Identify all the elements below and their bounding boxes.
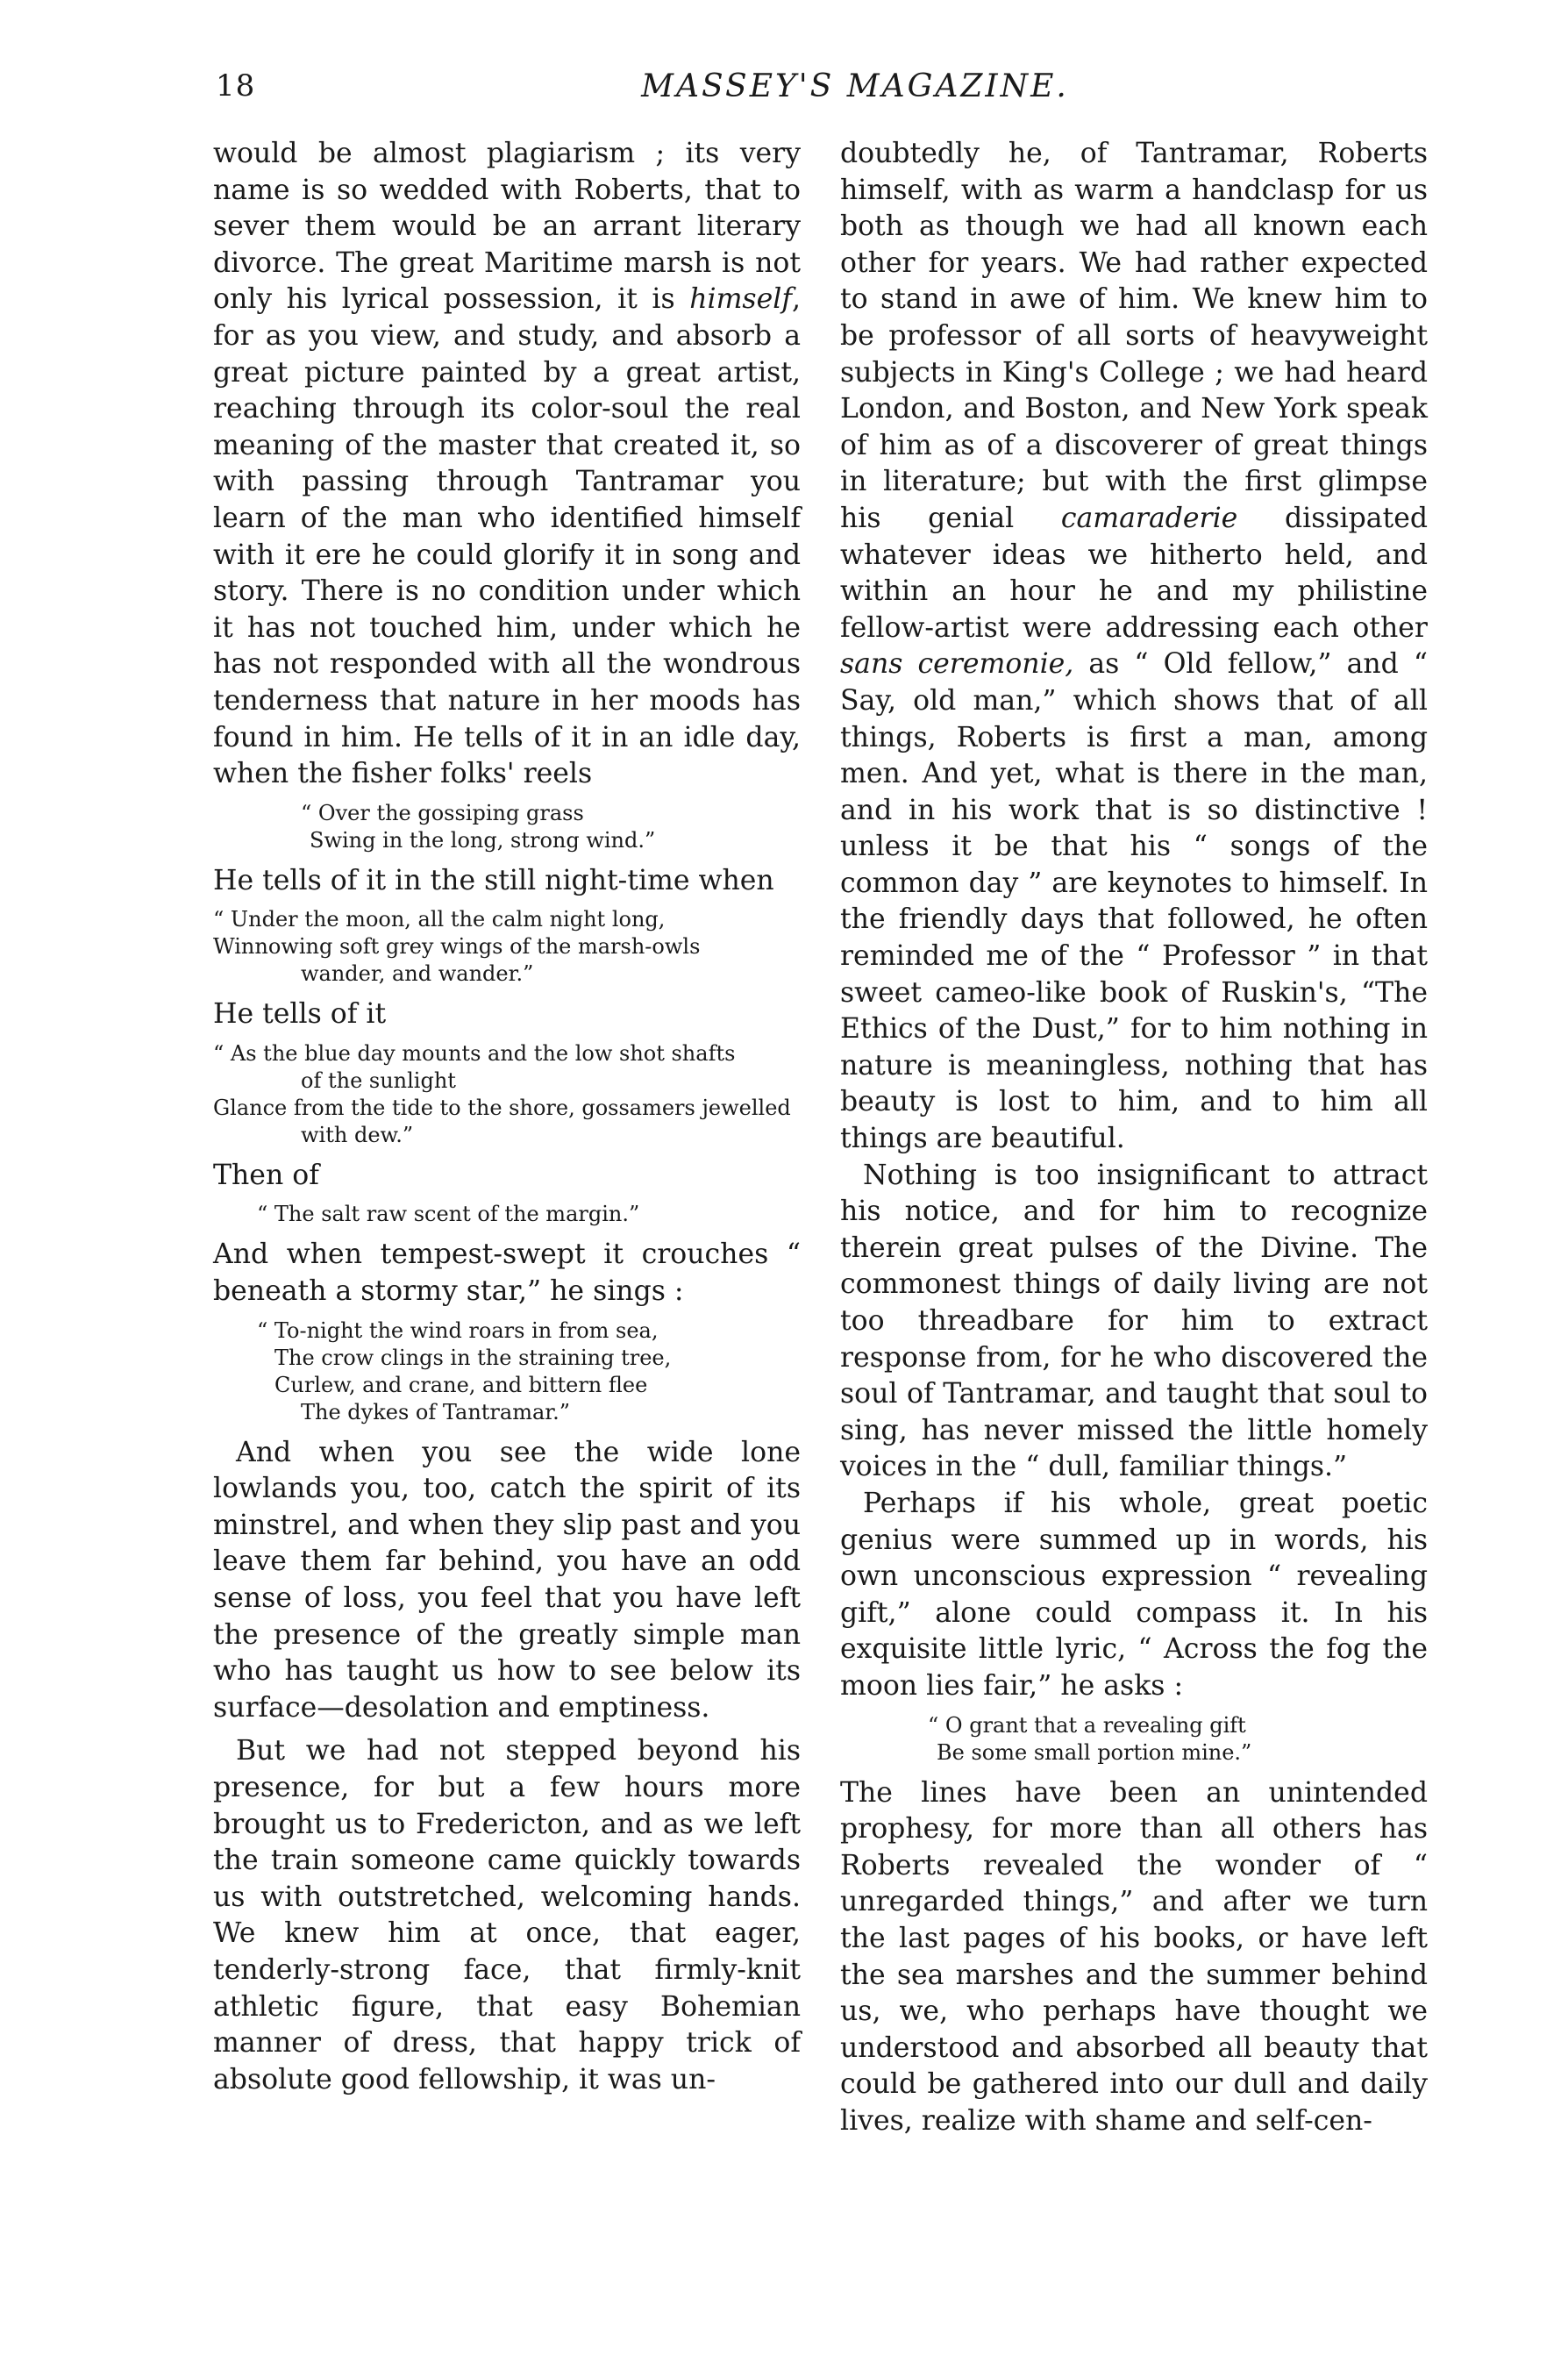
poem-line: Curlew, and crane, and bittern flee <box>274 1372 648 1397</box>
paragraph: Then of <box>213 1159 319 1191</box>
paragraph: Perhaps if his whole, great poetic genius were summed up in words, his own unconscious expression “ revealing gift,” alone could compass it. In his exquisite little lyric, “ Across the fog the moon lies fair,” he asks : <box>840 1487 1428 1702</box>
poem-quote <box>213 1317 801 1426</box>
poem-line: with dew.” <box>301 1122 414 1147</box>
paragraph: And when you see the wide lone lowlands you, too, catch the spirit of its minstrel, and when they slip past and you leave them far behind, you have an odd sense of loss, you feel that you have left the presence of the greatly simple man who has taught us how to see below its surface—desolation and emptiness. <box>213 1436 801 1724</box>
paragraph: And when tempest-swept it crouches “ beneath a stormy star,” he sings : <box>213 1239 801 1308</box>
right-column <box>840 136 1428 2139</box>
paragraph: doubtedly he, of Tantramar, Roberts himself, with as warm a handclasp for us both as though we had all known each other for years. We had rather expected to stand in awe of him. We knew him to be professor of all sorts of heavyweight subjects in King's College ; we had heard London, and Boston, and New York speak of him as of a discoverer of great things in literature; but with the first glimpse his genial camaraderie dissipated whatever ideas we hitherto held, and within an hour he and my philistine fellow-artist were addressing each other sans ceremonie, as “ Old fellow,” and “ Say, old man,” which shows that of all things, Roberts is first a man, among men. And yet, what is there in the man, and in his work that is so distinctive ! unless it be that his “ songs of the common day ” are keynotes to himself. In the friendly days that followed, he often reminded me of the “ Professor ” in that sweet cameo-like book of Ruskin's, “The Ethics of the Dust,” for to him nothing in nature is meaningless, nothing that has beauty is lost to him, and to him all things are beautiful. <box>840 138 1429 1155</box>
poem-line: “ The salt raw scent of the margin.” <box>257 1202 640 1227</box>
poem-quote <box>213 906 801 988</box>
poem-line: of the sunlight <box>301 1067 456 1093</box>
poem-line: The crow clings in the straining tree, <box>274 1345 672 1370</box>
poem-line: “ O grant that a revealing gift <box>928 1712 1246 1738</box>
poem-line: Winnowing soft grey wings of the marsh-owls <box>213 934 701 960</box>
running-title: MASSEY'S MAGAZINE. <box>641 68 1069 104</box>
poem-line: Glance from the tide to the shore, gossamers jewelled <box>213 1095 791 1120</box>
poem-quote <box>213 1201 801 1228</box>
poem-line: Swing in the long, strong wind.” <box>310 827 656 853</box>
poem-quote <box>213 800 801 854</box>
paragraph: But we had not stepped beyond his presence, for but a few hours more brought us to Fredericton, and as we left the train someone came quickly towards us with outstretched, welcoming hands. We knew him at once, that eager, tenderly-strong face, that firmly-knit athletic figure, that easy Bohemian manner of dress, that happy trick of absolute good fellowship, it was un- <box>213 1735 801 2095</box>
paragraph: The lines have been an unintended prophesy, for more than all others has Roberts revealed the wonder of “ unregarded things,” and after we turn the last pages of his books, or have left the sea marshes and the summer behind us, we, who perhaps have thought we understood and absorbed all beauty that could be gathered into our dull and daily lives, realize with shame and self-cen- <box>840 1776 1428 2137</box>
paragraph: Nothing is too insignificant to attract his notice, and for him to recognize therein great pulses of the Divine. The commonest things of daily living are not too threadbare for him to extract response from, for he who discovered the soul of Tantramar, and taught that soul to sing, has never missed the little homely voices in the “ dull, familiar things.” <box>840 1159 1428 1483</box>
poem-line: “ Over the gossiping grass <box>301 800 584 825</box>
paragraph: He tells of it <box>213 998 387 1031</box>
paragraph: would be almost plagiarism ; its very name is so wedded with Roberts, that to sever them would be an arrant literary divorce. The great Maritime marsh is not only his lyrical possession, it is himself, for as you view, and study, and absorb a great picture painted by a great artist, reaching through its color-soul the real meaning of the master that created it, so with passing through Tantramar you learn of the man who identified himself with it ere he could glorify it in song and story. There is no condition under which it has not touched him, under which he has not responded with all the wondrous tenderness that nature in her moods has found in him. He tells of it in an idle day, when the fisher folks' reels <box>213 138 801 790</box>
poem-line: “ As the blue day mounts and the low shot shafts <box>213 1040 736 1066</box>
poem-line: “ To-night the wind roars in from sea, <box>257 1317 659 1343</box>
poem-line: wander, and wander.” <box>301 961 534 987</box>
left-column <box>213 136 801 2098</box>
poem-quote <box>840 1712 1428 1767</box>
poem-line: Be some small portion mine.” <box>937 1739 1252 1765</box>
poem-line: The dykes of Tantramar.” <box>301 1399 571 1424</box>
paragraph: He tells of it in the still night-time when <box>213 864 774 896</box>
poem-line: “ Under the moon, all the calm night long, <box>213 907 666 932</box>
page-number: 18 <box>216 68 256 104</box>
poem-quote <box>213 1040 801 1149</box>
